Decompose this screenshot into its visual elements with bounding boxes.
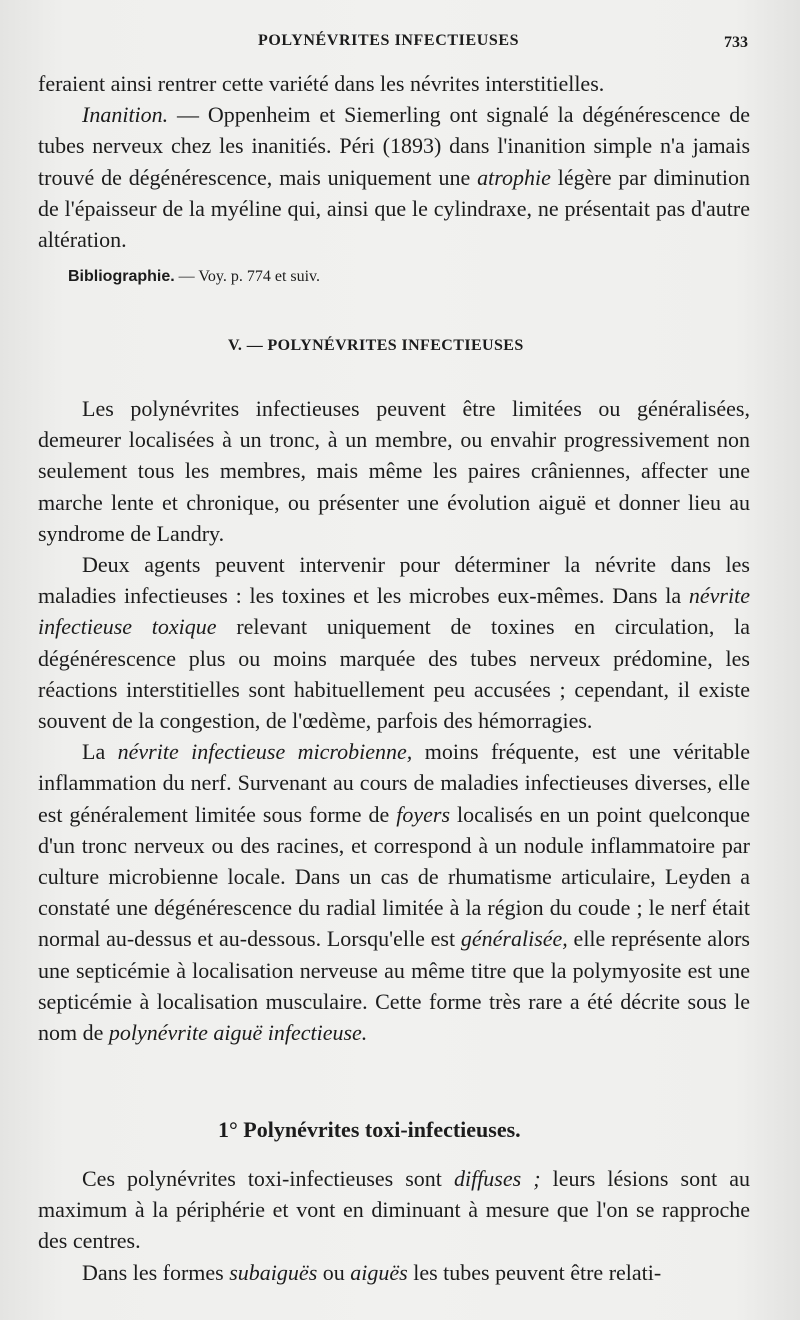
paragraph-agents: Deux agents peuvent intervenir pour déterminer la névrite dans les maladies infectieuses : les toxines et les microbes eux-mêmes. Dans la névrite infectieuse toxique relevant uniquement de toxines en circulation, la dégénérescence plus ou moins marquée des tubes nerveux prédomine, les réactions interstitielles sont habituellement peu accusées ; cependant, il existe souvent de la congestion, de l'œdème, parfois des hémorragies.	[38, 552, 750, 734]
bibliography-reference: — Voy. p. 774 et suiv.	[174, 268, 321, 285]
running-head	[0, 28, 800, 58]
bibliography-line	[68, 268, 320, 286]
text-block-main	[38, 393, 750, 1048]
subsection-title: 1° Polynévrites toxi-infectieuses.	[218, 1117, 521, 1142]
bibliography-label: Bibliographie.	[68, 268, 175, 285]
paragraph-microbial: La névrite infectieuse microbienne, moins fréquente, est une véritable inflammation du nerf. Survenant au cours de maladies infectieuses diverses, elle est généralement limitée sous forme de foyers localisés en un point quelconque d'un tronc nerveux ou des racines, et correspond à un nodule inflammatoire par culture microbienne locale. Dans un cas de rhumatisme articulaire, Leyden a constaté une dégénérescence du radial limitée à la région du coude ; le nerf était normal au-dessus et au-dessous. Lorsqu'elle est généralisée, elle représente alors une septicémie à localisation nerveuse au même titre que la polymyosite est une septicémie à localisation musculaire. Cette forme très rare a été décrite sous le nom de polynévrite aiguë infectieuse.	[38, 739, 751, 1046]
paragraph-diffuse: Ces polynévrites toxi-infectieuses sont diffuses ; leurs lésions sont au maximum à la périphérie et vont en diminuant à mesure que l'on se rapproche des centres.	[38, 1166, 750, 1254]
paragraph-continuation: feraient ainsi rentrer cette variété dans les névrites interstitielles.	[38, 71, 605, 96]
text-block-bottom	[38, 1163, 750, 1288]
running-title: POLYNÉVRITES INFECTIEUSES	[258, 32, 520, 49]
paragraph-forms: Dans les formes subaiguës ou aiguës les tubes peuvent être relati-	[82, 1259, 662, 1285]
paragraph-lead: Inanition.	[82, 102, 169, 128]
section-title: V. — POLYNÉVRITES INFECTIEUSES	[228, 337, 524, 354]
paragraph-intro: Les polynévrites infectieuses peuvent être limitées ou généralisées, demeurer localisées à un tronc, à un membre, ou envahir progressivement non seulement tous les membres, mais même les paires crâniennes, affecter une marche lente et chronique, ou présenter une évolution aiguë et donner lieu au syndrome de Landry.	[38, 396, 750, 546]
text-block-top	[38, 68, 750, 255]
paragraph-inanition: Inanition. — Oppenheim et Siemerling ont signalé la dégénérescence de tubes nerveux chez les inanitiés. Péri (1893) dans l'inanition simple n'a jamais trouvé de dégénérescence, mais uniquement une atrophie légère par diminution de l'épaisseur de la myéline qui, ainsi que le cylindraxe, ne présentait pas d'autre altération.	[38, 102, 750, 253]
page-number: 733	[724, 34, 748, 51]
